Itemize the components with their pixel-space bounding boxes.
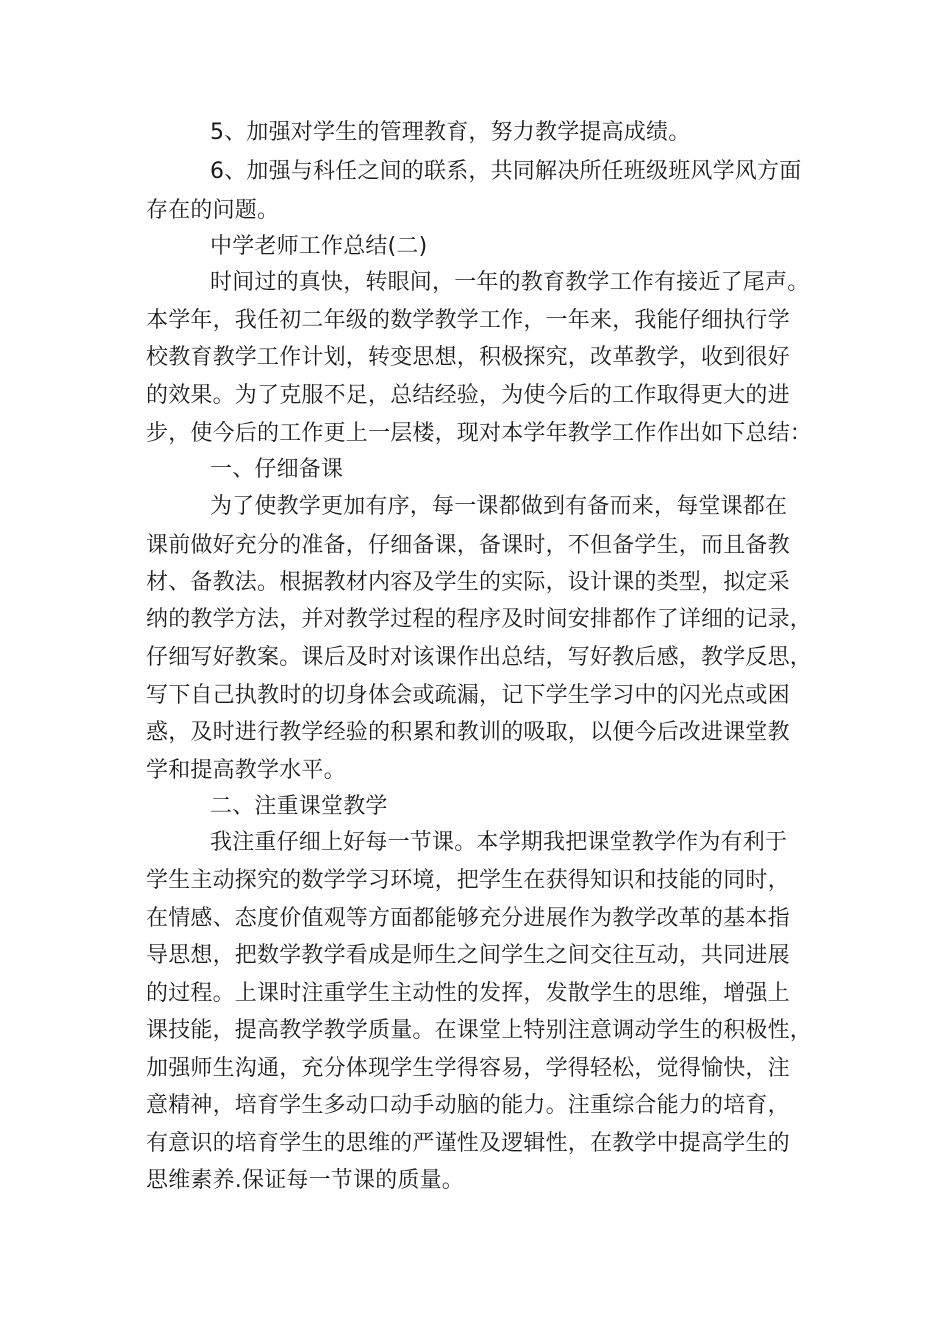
paragraph-line: 写下自己执教时的切身体会或疏漏，记下学生学习中的闪光点或困 [146, 683, 790, 708]
paragraph-line: 步，使今后的工作更上一层楼，现对本学年教学工作作出如下总结： [146, 421, 813, 446]
paragraph-line: 意精神，培育学生多动口动手动脑的能力。注重综合能力的培育， [146, 1093, 790, 1118]
paragraph-line: 纳的教学方法，并对教学过程的程序及时间安排都作了详细的记录， [146, 607, 813, 632]
heading-classroom: 二、注重课堂教学 [210, 794, 388, 819]
paragraph-line: 材、备教法。根据教材内容及学生的实际，设计课的类型，拟定采 [146, 570, 790, 595]
paragraph-line: 学生主动探究的数学学习环境，把学生在获得知识和技能的同时， [146, 868, 790, 893]
text-line: 存在的问题。 [146, 198, 280, 223]
paragraph-line: 惑，及时进行教学经验的积累和教训的吸取，以便今后改进课堂教 [146, 720, 790, 745]
list-item-6: 6、加强与科任之间的联系，共同解决所任班级班风学风方面 [210, 159, 802, 184]
paragraph-line: 思维素养.保证每一节课的质量。 [146, 1168, 464, 1193]
paragraph-line: 学和提高教学水平。 [146, 758, 346, 783]
paragraph-line: 课技能，提高教学教学质量。在课堂上特别注意调动学生的积极性， [146, 1018, 813, 1043]
list-item-5: 5、加强对学生的管理教育，努力教学提高成绩。 [210, 120, 691, 145]
heading-preparation: 一、仔细备课 [210, 457, 344, 482]
paragraph-line: 有意识的培育学生的思维的严谨性及逻辑性，在教学中提高学生的 [146, 1131, 790, 1156]
paragraph-line: 的效果。为了克服不足，总结经验，为使今后的工作取得更大的进 [146, 383, 790, 408]
paragraph-line: 校教育教学工作计划，转变思想，积极探究，改革教学，收到很好 [146, 345, 790, 370]
paragraph-line: 时间过的真快，转眼间，一年的教育教学工作有接近了尾声。 [210, 270, 810, 295]
section-title: 中学老师工作总结(二) [210, 234, 428, 259]
paragraph-line: 仔细写好教案。课后及时对该课作出总结，写好教后感，教学反思， [146, 645, 813, 670]
paragraph-line: 导思想，把数学教学看成是师生之间学生之间交往互动，共同进展 [146, 943, 790, 968]
paragraph-line: 的过程。上课时注重学生主动性的发挥，发散学生的思维，增强上 [146, 981, 790, 1006]
paragraph-line: 加强师生沟通，充分体现学生学得容易，学得轻松，觉得愉快，注 [146, 1056, 790, 1081]
paragraph-line: 课前做好充分的准备，仔细备课，备课时，不但备学生，而且备教 [146, 533, 790, 558]
paragraph-line: 在情感、态度价值观等方面都能够充分进展作为教学改革的基本指 [146, 906, 790, 931]
paragraph-line: 我注重仔细上好每一节课。本学期我把课堂教学作为有利于 [210, 830, 788, 855]
paragraph-line: 本学年，我任初二年级的数学教学工作，一年来，我能仔细执行学 [146, 308, 790, 333]
paragraph-line: 为了使教学更加有序，每一课都做到有备而来，每堂课都在 [210, 494, 788, 519]
